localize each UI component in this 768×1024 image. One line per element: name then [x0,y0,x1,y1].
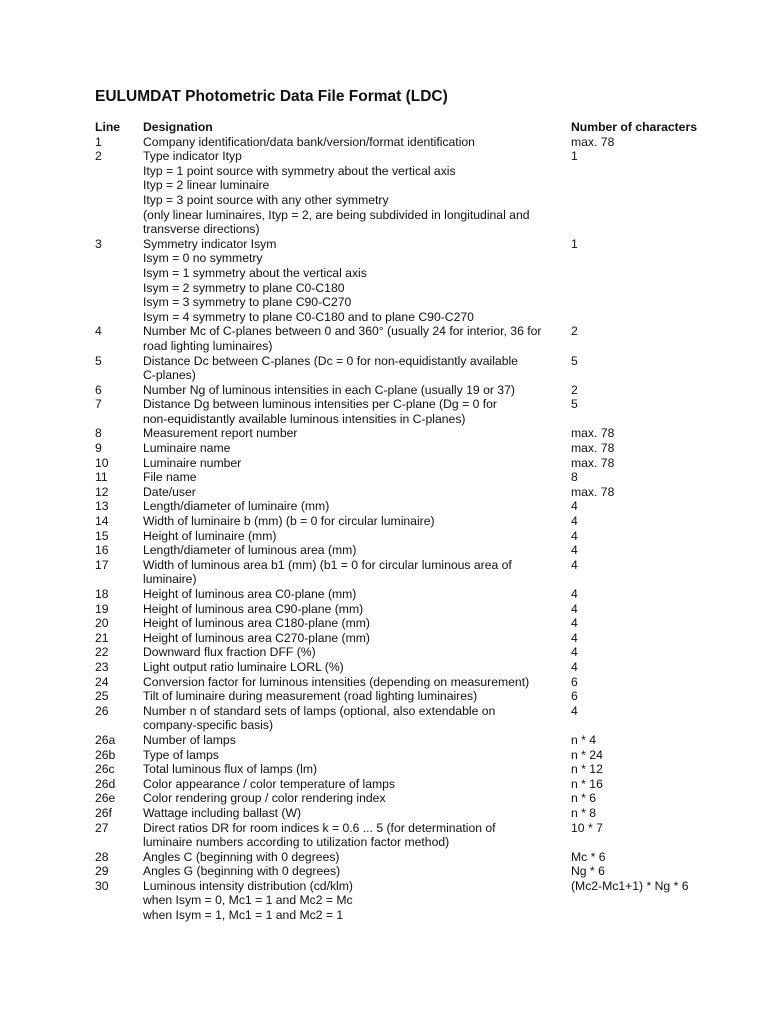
designation-text: Date/user [143,484,196,499]
row-line-number: 26d [95,776,116,791]
designation-text: Number n of standard sets of lamps (optional, also extendable on [143,703,496,718]
designation-text: Height of luminous area C180-plane (mm) [143,616,370,631]
row-designation [143,675,571,690]
row-number-of-characters: n * 16 [571,776,603,791]
table-row [95,383,745,398]
designation-text: company-specific basis) [143,718,274,733]
table-row [95,354,745,383]
row-number-of-characters: max. 78 [571,455,615,470]
designation-text: Width of luminaire b (mm) (b = 0 for circular luminaire) [143,514,435,529]
table-row [95,587,745,602]
table-row [95,777,745,792]
row-designation [143,660,571,675]
row-line-number: 16 [95,543,109,558]
row-number-of-characters: 2 [571,324,578,339]
row-number-of-characters: 4 [571,616,578,631]
table-row [95,879,745,923]
row-designation [143,864,571,879]
row-designation [143,616,571,631]
designation-text: Height of luminaire (mm) [143,528,277,543]
row-designation [143,689,571,704]
row-number-of-characters: 6 [571,689,578,704]
table-row [95,485,745,500]
designation-text: when Isym = 0, Mc1 = 1 and Mc2 = Mc [143,893,353,908]
row-number-of-characters: 4 [571,703,578,718]
row-number-of-characters: Mc * 6 [571,849,606,864]
table-row [95,631,745,646]
table-row [95,149,745,237]
table-row [95,821,745,850]
row-designation [143,762,571,777]
designation-text: Isym = 3 symmetry to plane C90-C270 [143,295,352,310]
table-row [95,470,745,485]
row-designation [143,806,571,821]
row-line-number: 18 [95,587,109,601]
row-line-number: 17 [95,557,109,572]
row-designation [143,821,571,850]
row-designation [143,602,571,617]
row-line-number: 1 [95,134,102,149]
row-designation [143,237,571,325]
designation-text: Luminaire name [143,441,231,456]
designation-text: Ityp = 3 point source with any other symmetry [143,192,389,207]
header-designation: Designation [143,120,213,134]
row-number-of-characters: 5 [571,397,578,412]
row-designation [143,485,571,500]
designation-text: Luminous intensity distribution (cd/klm) [143,878,353,893]
designation-text: Conversion factor for luminous intensities (depending on measurement) [143,674,530,689]
designation-text: Number Ng of luminous intensities in each C-plane (usually 19 or 37) [143,382,515,397]
row-line-number: 20 [95,616,109,631]
table-row [95,748,745,763]
designation-text: Wattage including ballast (W) [143,805,302,820]
row-designation [143,499,571,514]
row-number-of-characters: n * 12 [571,762,603,777]
row-designation [143,631,571,646]
table-row [95,850,745,865]
table-row [95,806,745,821]
row-number-of-characters: 5 [571,353,578,368]
row-number-of-characters: 4 [571,659,578,674]
row-designation [143,426,571,441]
row-designation [143,879,571,923]
designation-text: Type indicator Ityp [143,149,242,164]
row-number-of-characters: 4 [571,543,578,558]
row-line-number: 26a [95,732,116,747]
designation-text: Height of luminous area C0-plane (mm) [143,587,357,601]
designation-text: Width of luminous area b1 (mm) (b1 = 0 for circular luminous area of [143,557,512,572]
row-designation [143,529,571,544]
row-line-number: 26f [95,805,112,820]
row-line-number: 24 [95,674,109,689]
designation-text: Type of lamps [143,747,219,762]
row-line-number: 23 [95,659,109,674]
designation-text: Isym = 4 symmetry to plane C0-C180 and to plane C90-C270 [143,309,474,324]
row-line-number: 29 [95,864,109,879]
designation-text: Number of lamps [143,732,236,747]
row-designation [143,558,571,587]
row-number-of-characters: 4 [571,514,578,529]
table-row [95,543,745,558]
row-designation [143,748,571,763]
designation-text: road lighting luminaires) [143,338,273,353]
row-number-of-characters: n * 4 [571,732,597,747]
header-number-of-characters: Number of characters [571,120,697,134]
table-row [95,762,745,777]
table-row [95,499,745,514]
table-row [95,733,745,748]
table-row [95,602,745,617]
row-number-of-characters: 4 [571,645,578,660]
row-designation [143,791,571,806]
table-row [95,689,745,704]
designation-text: File name [143,470,197,485]
designation-text: luminaire) [143,572,197,587]
row-line-number: 26b [95,747,116,762]
row-designation [143,354,571,383]
row-number-of-characters: max. 78 [571,134,615,149]
row-number-of-characters: 4 [571,557,578,572]
table-header [95,120,745,135]
row-number-of-characters: 4 [571,528,578,543]
table-row [95,558,745,587]
row-number-of-characters: 4 [571,601,578,616]
row-line-number: 8 [95,426,102,441]
table-row [95,645,745,660]
row-designation [143,135,571,150]
row-line-number: 13 [95,499,109,514]
designation-text: Isym = 2 symmetry to plane C0-C180 [143,280,345,295]
row-line-number: 7 [95,397,102,412]
format-table [95,120,745,923]
table-row [95,864,745,879]
row-number-of-characters: max. 78 [571,426,615,441]
table-row [95,675,745,690]
designation-text: transverse directions) [143,222,260,237]
row-number-of-characters: max. 78 [571,484,615,499]
row-number-of-characters: 10 * 7 [571,820,603,835]
row-designation [143,587,571,602]
designation-text: Distance Dc between C-planes (Dc = 0 for non-equidistantly available [143,353,518,368]
table-row [95,426,745,441]
designation-text: Total luminous flux of lamps (lm) [143,762,318,777]
row-designation [143,397,571,426]
row-line-number: 4 [95,324,102,339]
row-number-of-characters: 4 [571,630,578,645]
designation-text: Length/diameter of luminous area (mm) [143,543,357,558]
designation-text: Luminaire number [143,455,242,470]
designation-text: luminaire numbers according to utilization factor method) [143,835,450,850]
row-number-of-characters: 4 [571,499,578,514]
row-line-number: 2 [95,149,102,164]
designation-text: Isym = 0 no symmetry [143,251,263,266]
row-line-number: 26 [95,703,109,718]
table-row [95,237,745,325]
row-designation [143,777,571,792]
designation-text: Direct ratios DR for room indices k = 0.6 ... 5 (for determination of [143,820,496,835]
row-line-number: 15 [95,528,109,543]
row-number-of-characters: max. 78 [571,441,615,456]
row-number-of-characters: 1 [571,149,578,164]
row-number-of-characters: 4 [571,587,578,601]
designation-text: Number Mc of C-planes between 0 and 360° (usually 24 for interior, 36 for [143,324,542,339]
row-line-number: 14 [95,514,109,529]
table-body [95,135,745,923]
row-line-number: 9 [95,441,102,456]
designation-text: Ityp = 1 point source with symmetry about the vertical axis [143,163,456,178]
row-designation [143,514,571,529]
table-row [95,441,745,456]
designation-text: Length/diameter of luminaire (mm) [143,499,330,514]
row-number-of-characters: n * 8 [571,805,597,820]
row-number-of-characters: n * 6 [571,791,597,806]
row-designation [143,324,571,353]
row-designation [143,383,571,398]
designation-text: Isym = 1 symmetry about the vertical axis [143,265,367,280]
table-row [95,456,745,471]
row-number-of-characters: Ng * 6 [571,864,605,879]
row-designation [143,850,571,865]
designation-text: C-planes) [143,368,196,383]
designation-text: Tilt of luminaire during measurement (road lighting luminaires) [143,689,478,704]
row-line-number: 3 [95,236,102,251]
designation-text: Distance Dg between luminous intensities per C-plane (Dg = 0 for [143,397,497,412]
row-line-number: 26c [95,762,115,777]
designation-text: Company identification/data bank/version/format identification [143,134,475,149]
designation-text: Angles C (beginning with 0 degrees) [143,849,340,864]
row-number-of-characters: 2 [571,382,578,397]
table-row [95,791,745,806]
row-designation [143,456,571,471]
designation-text: Height of luminous area C90-plane (mm) [143,601,364,616]
row-number-of-characters: (Mc2-Mc1+1) * Ng * 6 [571,878,689,893]
table-row [95,324,745,353]
row-line-number: 30 [95,878,109,893]
row-designation [143,470,571,485]
designation-text: Color rendering group / color rendering index [143,791,386,806]
table-row [95,704,745,733]
table-row [95,135,745,150]
designation-text: Symmetry indicator Isym [143,236,277,251]
row-line-number: 25 [95,689,109,704]
designation-text: Color appearance / color temperature of lamps [143,776,396,791]
row-designation [143,543,571,558]
row-designation [143,441,571,456]
designation-text: Measurement report number [143,426,298,441]
row-line-number: 27 [95,820,109,835]
row-line-number: 10 [95,455,109,470]
row-number-of-characters: 6 [571,674,578,689]
document-title: EULUMDAT Photometric Data File Format (LDC) [95,88,448,105]
table-row [95,397,745,426]
row-line-number: 22 [95,645,109,660]
row-line-number: 28 [95,849,109,864]
designation-text: Downward flux fraction DFF (%) [143,645,316,660]
table-row [95,514,745,529]
designation-text: Light output ratio luminaire LORL (%) [143,659,344,674]
row-designation [143,704,571,733]
designation-text: when Isym = 1, Mc1 = 1 and Mc2 = 1 [143,908,344,923]
row-designation [143,149,571,237]
row-line-number: 21 [95,630,109,645]
designation-text: Height of luminous area C270-plane (mm) [143,630,370,645]
row-line-number: 26e [95,791,116,806]
row-number-of-characters: 1 [571,236,578,251]
row-line-number: 12 [95,484,109,499]
row-line-number: 19 [95,601,109,616]
designation-text: (only linear luminaires, Ityp = 2, are being subdivided in longitudinal and [143,207,530,222]
table-row [95,660,745,675]
row-line-number: 5 [95,353,102,368]
header-line: Line [95,120,121,134]
designation-text: Angles G (beginning with 0 degrees) [143,864,341,879]
row-number-of-characters: 8 [571,470,578,485]
designation-text: non-equidistantly available luminous intensities in C-planes) [143,411,466,426]
designation-text: Ityp = 2 linear luminaire [143,178,270,193]
row-line-number: 6 [95,382,102,397]
row-line-number: 11 [95,470,108,485]
row-designation [143,645,571,660]
row-designation [143,733,571,748]
table-row [95,529,745,544]
row-number-of-characters: n * 24 [571,747,603,762]
table-row [95,616,745,631]
